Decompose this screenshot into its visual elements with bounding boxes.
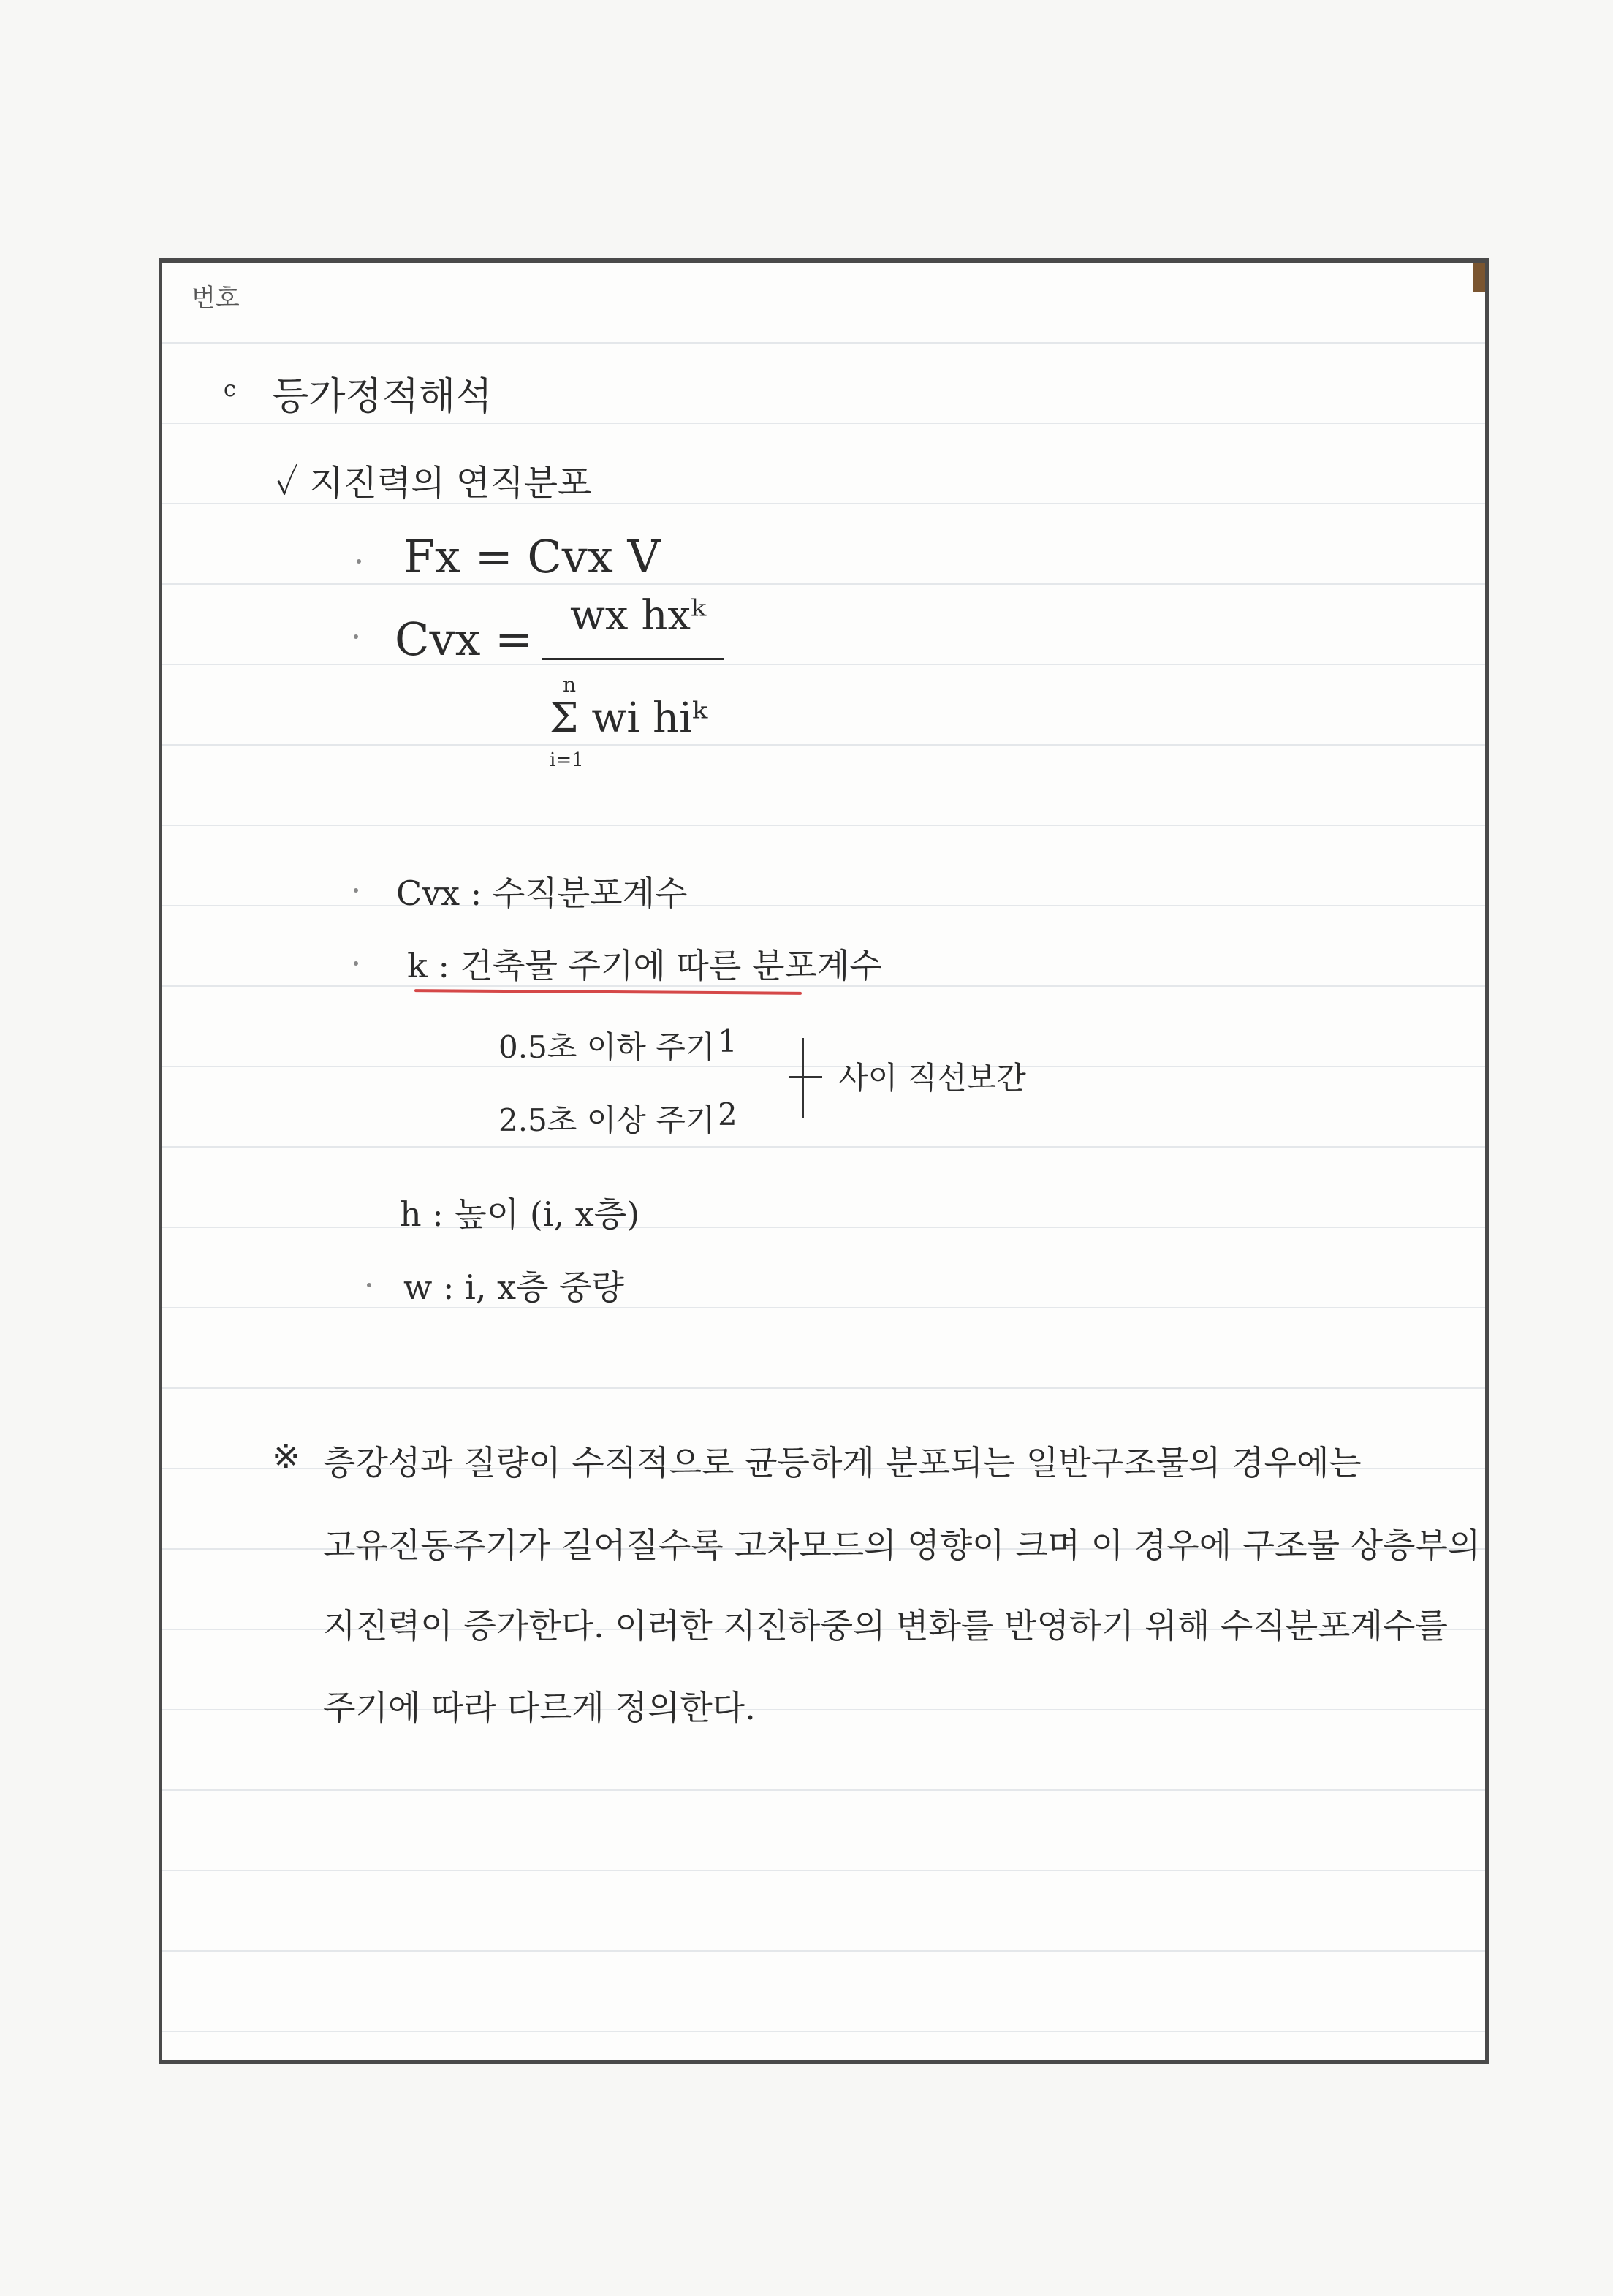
formula-cvx-denominator: Σ wi hiᵏ (550, 694, 707, 742)
interp-bracket (802, 1038, 804, 1118)
definition-cvx: Cvx : 수직분포계수 (396, 874, 688, 913)
formula-fx: Fx = Cvx V (403, 530, 661, 583)
definition-w: w : i, x층 중량 (403, 1268, 624, 1307)
note-line-4: 주기에 따라 다르게 정의한다. (323, 1688, 756, 1727)
note-line-1: 층강성과 질량이 수직적으로 균등하게 분포되는 일반구조물의 경우에는 (323, 1443, 1362, 1482)
definition-k: k : 건축물 주기에 따른 분포계수 (407, 946, 882, 985)
k-row1-period: 0.5초 이하 주기 (498, 1029, 716, 1065)
note-sheet (159, 258, 1489, 2064)
interp-bracket-tick (789, 1076, 822, 1078)
k-interpolation: 사이 직선보간 (838, 1060, 1026, 1096)
bullet-dot (357, 559, 361, 564)
formula-cvx-lhs: Cvx = (395, 613, 534, 666)
k-row2-value: 2 (718, 1096, 737, 1132)
section-subtitle: ✓ 지진력의 연직분포 (276, 463, 592, 504)
bullet-dot (367, 1283, 371, 1287)
k-row2-period: 2.5초 이상 주기 (498, 1102, 716, 1138)
formula-cvx-numerator: wx hxᵏ (570, 592, 706, 640)
note-line-2: 고유진동주기가 길어질수록 고차모드의 영향이 크며 이 경우에 구조물 상층부의 (323, 1526, 1481, 1565)
page-corner-tab (1473, 263, 1485, 292)
bullet-dot (354, 888, 358, 893)
bullet-dot (354, 961, 358, 966)
number-label: 번호 (191, 284, 240, 313)
red-underline (414, 989, 802, 995)
note-line-3: 지진력이 증가한다. 이러한 지진하중의 변화를 반영하기 위해 수직분포계수를 (323, 1606, 1448, 1645)
definition-h: h : 높이 (i, x층) (400, 1194, 640, 1234)
sum-upper-limit: n (563, 672, 577, 697)
note-mark: ※ (272, 1436, 300, 1476)
k-row1-value: 1 (718, 1023, 737, 1059)
section-bullet: c (224, 376, 236, 402)
fraction-bar (542, 658, 724, 660)
section-title: 등가정적해석 (272, 375, 493, 419)
bullet-dot (354, 634, 358, 639)
sum-lower-limit: i=1 (550, 749, 584, 771)
